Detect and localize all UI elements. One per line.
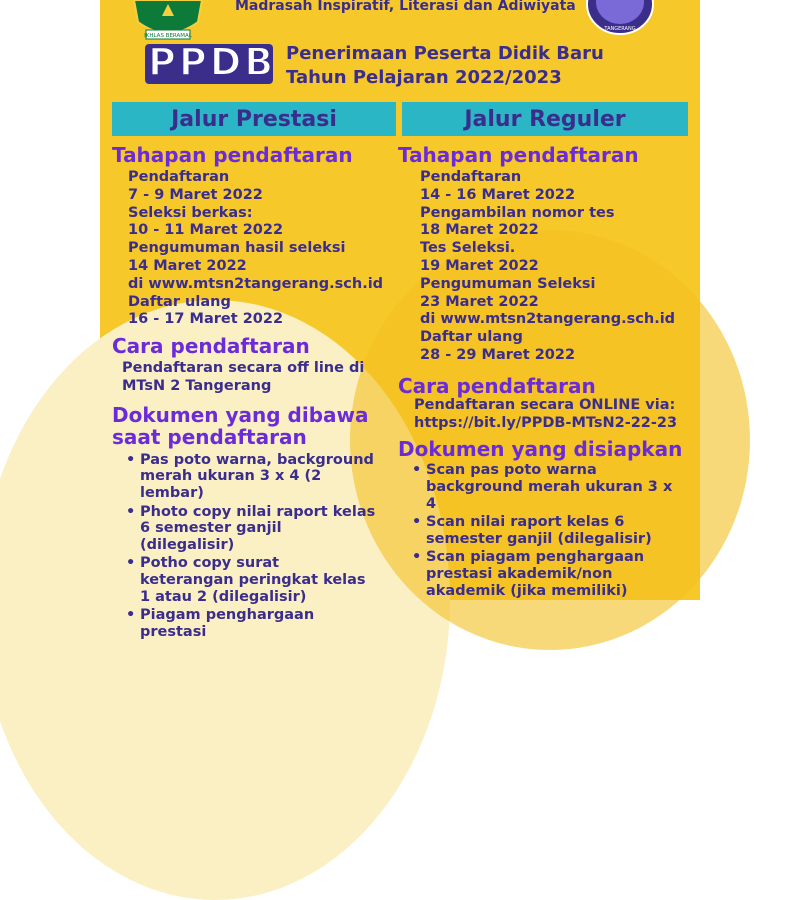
list-item: • Photo copy nilai raport kelas 6 semester ganjil (dilegalisir) <box>126 504 376 554</box>
list-item: • Scan piagam penghargaan prestasi akademik/non akademik (jika memiliki) <box>412 549 687 599</box>
schedule-line: Daftar ulang <box>128 293 231 310</box>
tab-jalur-prestasi: Jalur Prestasi <box>112 102 396 136</box>
schedule-line: di www.mtsn2tangerang.sch.id <box>420 311 676 328</box>
svg-text:TANGERANG: TANGERANG <box>604 26 636 32</box>
prestasi-document-list <box>112 452 376 641</box>
reguler-cara-text <box>414 397 698 433</box>
schedule-line: Tes Seleksi. <box>420 240 516 257</box>
cara-line: MTsN 2 Tangerang <box>122 377 272 394</box>
svg-text:IKHLAS BERAMAL: IKHLAS BERAMAL <box>144 33 192 39</box>
schedule-line: 7 - 9 Maret 2022 <box>128 186 263 203</box>
dokumen-title-line1: Dokumen yang dibawa <box>112 402 369 427</box>
school-logo-icon <box>585 0 655 36</box>
cara-line: Pendaftaran secara off line di <box>122 360 365 377</box>
prestasi-schedule <box>128 169 397 329</box>
kemenag-logo-icon <box>128 0 208 42</box>
schedule-line: Pengumuman Seleksi <box>420 275 596 292</box>
schedule-line: Daftar ulang <box>420 329 523 346</box>
schedule-line: 10 - 11 Maret 2022 <box>128 222 284 239</box>
reguler-schedule <box>420 169 698 365</box>
registration-link[interactable]: https://bit.ly/PPDB-MTsN2-22-23 <box>414 414 678 431</box>
schedule-line: 14 - 16 Maret 2022 <box>420 186 576 203</box>
tagline: Madrasah Inspiratif, Literasi dan Adiwiyata <box>235 0 576 14</box>
schedule-line: 16 - 17 Maret 2022 <box>128 311 284 328</box>
reguler-document-list <box>398 462 687 599</box>
tab-jalur-reguler: Jalur Reguler <box>402 102 688 136</box>
prestasi-tahapan-title: Tahapan pendaftaran <box>112 143 353 167</box>
ppdb-poster <box>100 0 700 640</box>
headline-line1: Penerimaan Peserta Didik Baru <box>286 43 604 64</box>
reguler-dokumen-title: Dokumen yang disiapkan <box>398 437 683 462</box>
list-item: • Potho copy surat keterangan peringkat kelas 1 atau 2 (dilegalisir) <box>126 555 376 605</box>
list-item: • Pas poto warna, background merah ukuran 3 x 4 (2 lembar) <box>126 452 376 502</box>
schedule-line: Pengumuman hasil seleksi <box>128 240 346 257</box>
reguler-cara-title: Cara pendaftaran <box>398 373 596 398</box>
schedule-line: Seleksi berkas: <box>128 204 253 221</box>
ppdb-title: PPDB <box>148 40 277 84</box>
schedule-line: 23 Maret 2022 <box>420 293 539 310</box>
prestasi-cara-text <box>122 360 397 396</box>
headline-line2: Tahun Pelajaran 2022/2023 <box>286 67 562 88</box>
dokumen-title-line2: saat pendaftaran <box>112 424 307 449</box>
headline <box>286 42 604 90</box>
prestasi-column <box>112 144 397 642</box>
schedule-line: 18 Maret 2022 <box>420 222 539 239</box>
list-item: • Scan pas poto warna background merah ukuran 3 x 4 <box>412 462 687 512</box>
schedule-line: Pendaftaran <box>128 169 230 185</box>
schedule-line: Pendaftaran <box>420 169 522 185</box>
reguler-column <box>398 144 698 601</box>
list-item: • Piagam penghargaan prestasi <box>126 607 376 640</box>
list-item: • Scan nilai raport kelas 6 semester ganjil (dilegalisir) <box>412 514 687 547</box>
schedule-line: 28 - 29 Maret 2022 <box>420 346 576 363</box>
schedule-line: di www.mtsn2tangerang.sch.id <box>128 275 384 292</box>
cara-line: Pendaftaran secara ONLINE via: <box>414 396 676 413</box>
schedule-line: 14 Maret 2022 <box>128 257 247 274</box>
schedule-line: 19 Maret 2022 <box>420 257 539 274</box>
schedule-line: Pengambilan nomor tes <box>420 204 615 221</box>
reguler-tahapan-title: Tahapan pendaftaran <box>398 143 639 167</box>
prestasi-cara-title: Cara pendaftaran <box>112 334 310 359</box>
prestasi-dokumen-title <box>112 404 397 448</box>
